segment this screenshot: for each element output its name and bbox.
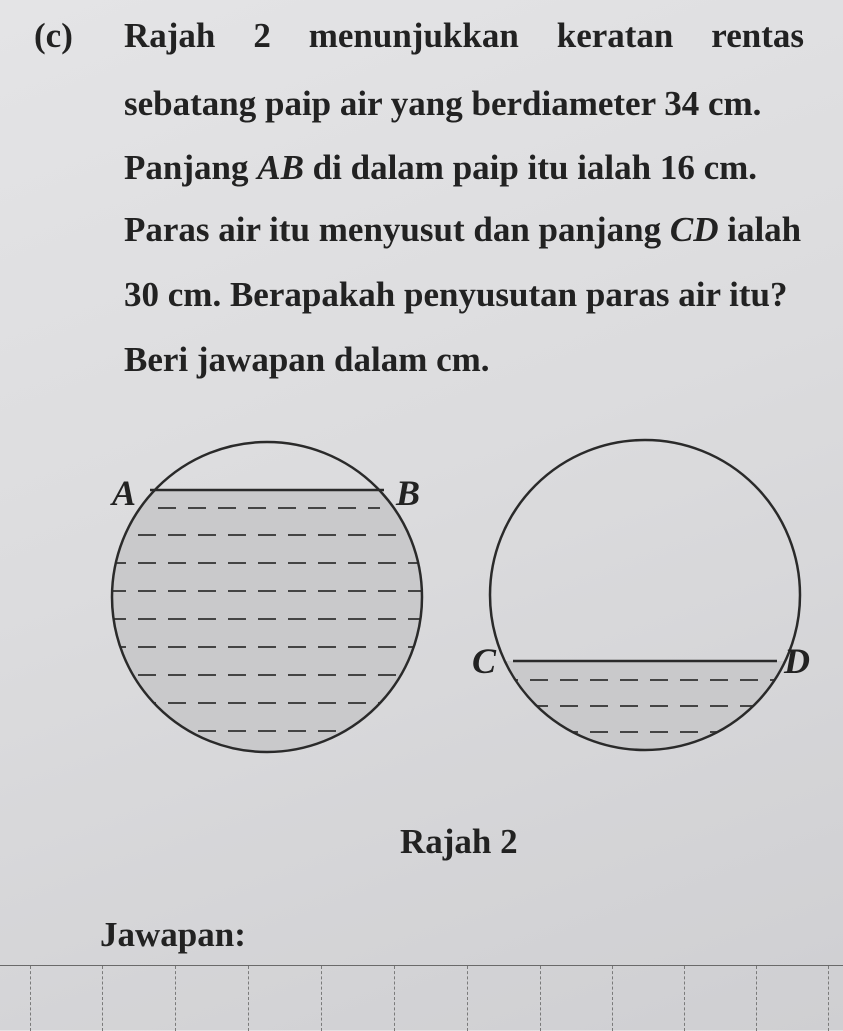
- question-text: sebatang paip air yang berdiameter 34 cm.: [124, 84, 762, 123]
- grid-line: [756, 966, 757, 1031]
- grid-line: [321, 966, 322, 1031]
- question-word: menunjukkan: [308, 16, 519, 55]
- question-word: 2: [253, 16, 271, 55]
- question-text: ialah: [718, 210, 802, 249]
- question-label: (c): [34, 16, 73, 55]
- grid-line: [612, 966, 613, 1031]
- grid-line: [248, 966, 249, 1031]
- grid-line: [540, 966, 541, 1031]
- left-water-fill: [100, 490, 440, 770]
- question-text: Panjang: [124, 148, 258, 187]
- grid-line: [175, 966, 176, 1031]
- grid-line: [467, 966, 468, 1031]
- grid-line: [828, 966, 829, 1031]
- grid-line: [102, 966, 103, 1031]
- answer-label: Jawapan:: [100, 915, 246, 954]
- question-text: Beri jawapan dalam cm.: [124, 340, 490, 379]
- question-word: rentas: [711, 16, 804, 55]
- chord-ab-ref: AB: [257, 148, 304, 187]
- answer-grid[interactable]: [0, 965, 843, 1031]
- grid-line: [684, 966, 685, 1031]
- point-c-label: C: [472, 641, 497, 681]
- chord-cd-ref: CD: [669, 210, 719, 249]
- figure-caption: Rajah 2: [400, 822, 518, 861]
- point-d-label: D: [784, 641, 810, 681]
- question-text: di dalam paip itu ialah 16 cm.: [303, 148, 758, 187]
- question-text: 30 cm. Berapakah penyusutan paras air itu?: [124, 275, 788, 314]
- grid-line: [30, 966, 31, 1031]
- point-b-label: B: [396, 473, 421, 513]
- grid-line: [394, 966, 395, 1031]
- question-word: Rajah: [124, 16, 216, 55]
- point-a-label: A: [112, 473, 137, 513]
- question-text: Paras air itu menyusut dan panjang: [124, 210, 670, 249]
- question-word: keratan: [556, 16, 674, 55]
- right-water-fill: [480, 661, 820, 761]
- left-pipe: [100, 442, 440, 770]
- right-pipe: [480, 440, 820, 761]
